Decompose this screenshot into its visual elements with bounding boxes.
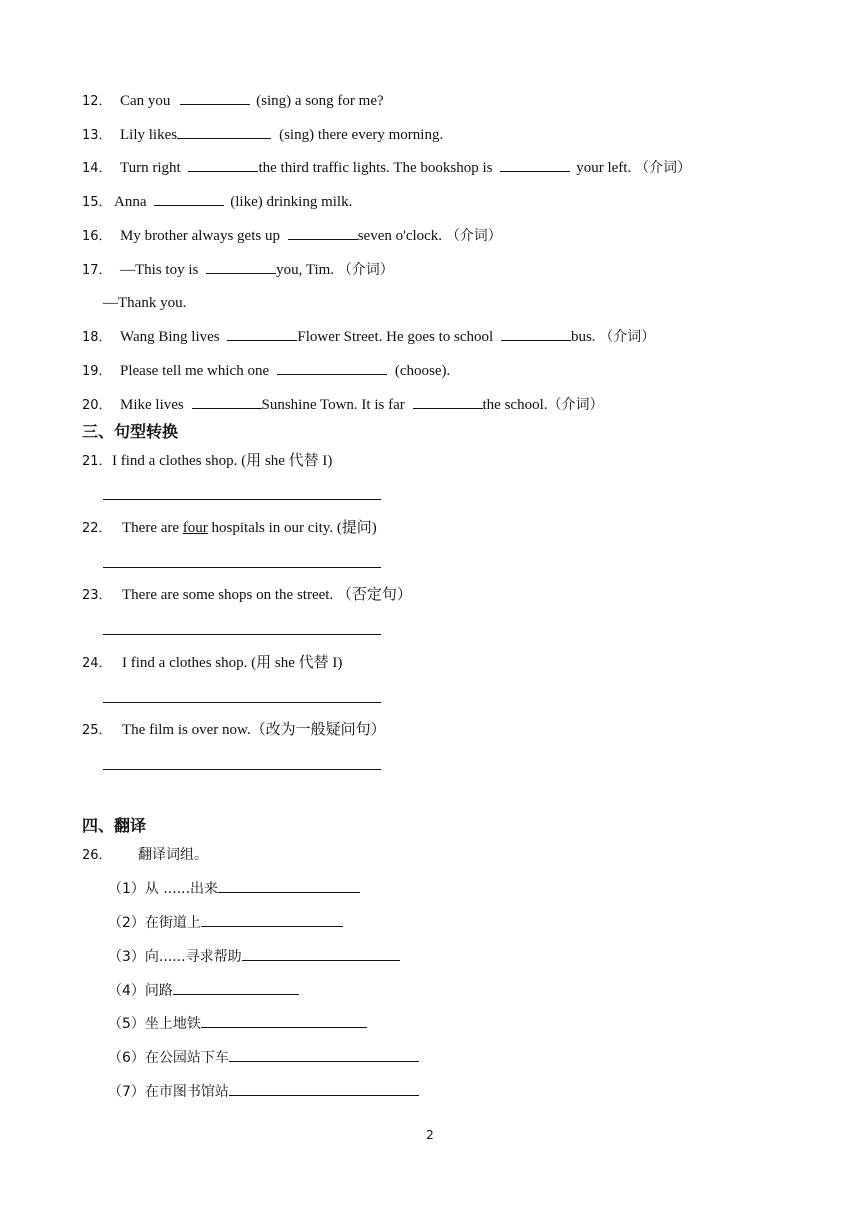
- phrase-item: [108, 912, 343, 933]
- phrase-label: （1）从 ......出来: [108, 881, 219, 897]
- answer-line[interactable]: [103, 769, 381, 770]
- question-text: the school.: [482, 397, 548, 413]
- answer-line[interactable]: [103, 634, 381, 635]
- phrase-label: （4）问路: [108, 983, 173, 999]
- question-text: bus.: [570, 329, 596, 345]
- question-text: My brother always gets up: [120, 228, 280, 244]
- question-number: 13．: [82, 128, 112, 143]
- answer-blank[interactable]: [229, 1047, 419, 1062]
- question-text: Mike lives: [120, 397, 184, 413]
- answer-line[interactable]: [103, 702, 381, 703]
- question-number: 24．: [82, 656, 112, 671]
- question-22: [82, 518, 377, 538]
- hint-label: （介词）: [445, 228, 502, 244]
- question-number: 20．: [82, 398, 112, 413]
- phrase-label: （2）在街道上: [108, 915, 201, 931]
- question-text: hospitals in our city. (提问): [207, 520, 377, 536]
- question-19: [82, 360, 450, 380]
- question-text: Lily likes: [120, 127, 178, 143]
- question-text: The film is over now.（改为一般疑问句）: [122, 722, 386, 738]
- hint-label: （介词）: [547, 397, 604, 413]
- question-text: Can you: [120, 93, 171, 109]
- question-number: 16．: [82, 229, 112, 244]
- question-text: Please tell me which one: [120, 363, 270, 379]
- answer-blank[interactable]: [206, 259, 276, 274]
- phrase-label: （5）坐上地铁: [108, 1016, 201, 1032]
- question-20: [82, 394, 604, 414]
- question-25: [82, 720, 386, 740]
- question-number: 15．: [82, 195, 112, 210]
- question-text: (like) drinking milk.: [230, 194, 353, 210]
- answer-line[interactable]: [103, 499, 381, 500]
- question-14: [82, 157, 691, 177]
- question-23: [82, 585, 412, 605]
- question-text: Anna: [114, 194, 147, 210]
- question-text: Wang Bing lives: [120, 329, 220, 345]
- answer-blank[interactable]: [173, 980, 299, 995]
- question-21: [82, 451, 332, 471]
- answer-blank[interactable]: [277, 360, 387, 375]
- answer-blank[interactable]: [201, 1013, 367, 1028]
- phrase-label: （3）向......寻求帮助: [108, 949, 242, 965]
- question-text: Sunshine Town. It is far: [261, 397, 405, 413]
- answer-blank[interactable]: [218, 878, 360, 893]
- answer-blank[interactable]: [201, 912, 343, 927]
- phrase-label: （6）在公园站下车: [108, 1050, 229, 1066]
- question-12: [82, 90, 384, 110]
- question-text: There are some shops on the street. （否定句）: [122, 587, 412, 603]
- phrase-item: [108, 1013, 367, 1034]
- answer-blank[interactable]: [413, 394, 483, 409]
- question-number: 14．: [82, 161, 112, 176]
- question-17: [82, 259, 394, 279]
- hint-label: （介词）: [599, 329, 656, 345]
- question-text: (choose).: [394, 363, 451, 379]
- answer-blank[interactable]: [188, 157, 258, 172]
- page-number: 2: [426, 1128, 434, 1142]
- phrase-item: [108, 1047, 419, 1068]
- question-text: seven o'clock.: [357, 228, 443, 244]
- answer-line[interactable]: [103, 567, 381, 568]
- hint-label: （介词）: [337, 262, 394, 278]
- question-16: [82, 225, 502, 245]
- question-17-reply: [103, 293, 186, 313]
- question-text: the third traffic lights. The bookshop is: [258, 160, 493, 176]
- question-text: I find a clothes shop. (用 she 代替 I): [112, 453, 333, 469]
- phrase-item: [108, 1081, 419, 1102]
- answer-blank[interactable]: [177, 124, 271, 139]
- answer-blank[interactable]: [154, 191, 224, 206]
- question-number: 26．: [82, 848, 112, 863]
- answer-blank[interactable]: [288, 225, 358, 240]
- question-24: [82, 653, 342, 673]
- question-text: you, Tim.: [276, 262, 335, 278]
- answer-blank[interactable]: [501, 326, 571, 341]
- phrase-label: （7）在市图书馆站: [108, 1084, 229, 1100]
- question-text: (sing) a song for me?: [256, 93, 384, 109]
- question-text: Flower Street. He goes to school: [297, 329, 494, 345]
- question-text: your left.: [576, 160, 632, 176]
- question-number: 21．: [82, 454, 112, 469]
- question-text: (sing) there every morning.: [279, 127, 444, 143]
- question-number: 25．: [82, 723, 112, 738]
- question-text: I find a clothes shop. (用 she 代替 I): [122, 655, 343, 671]
- question-number: 17．: [82, 263, 112, 278]
- hint-label: （介词）: [634, 160, 691, 176]
- answer-blank[interactable]: [180, 90, 250, 105]
- section-title: 三、句型转换: [82, 422, 179, 441]
- section-title: 四、翻译: [82, 816, 147, 835]
- question-number: 18．: [82, 330, 112, 345]
- answer-blank[interactable]: [500, 157, 570, 172]
- question-18: [82, 326, 655, 346]
- underlined-word: four: [182, 520, 208, 536]
- question-text: Turn right: [120, 160, 181, 176]
- answer-blank[interactable]: [192, 394, 262, 409]
- question-number: 22．: [82, 521, 112, 536]
- question-text: There are: [122, 520, 183, 536]
- answer-blank[interactable]: [227, 326, 297, 341]
- question-26: [82, 845, 208, 865]
- phrase-item: [108, 946, 400, 967]
- question-13: [82, 124, 443, 144]
- answer-blank[interactable]: [242, 946, 400, 961]
- question-number: 23．: [82, 588, 112, 603]
- question-text: —This toy is: [120, 262, 199, 278]
- question-number: 19．: [82, 364, 112, 379]
- question-text: 翻译词组。: [138, 847, 208, 863]
- question-number: 12．: [82, 94, 112, 109]
- question-text: —Thank you.: [103, 295, 187, 311]
- phrase-item: [108, 878, 360, 899]
- question-15: [82, 191, 352, 211]
- phrase-item: [108, 980, 299, 1001]
- answer-blank[interactable]: [229, 1081, 419, 1096]
